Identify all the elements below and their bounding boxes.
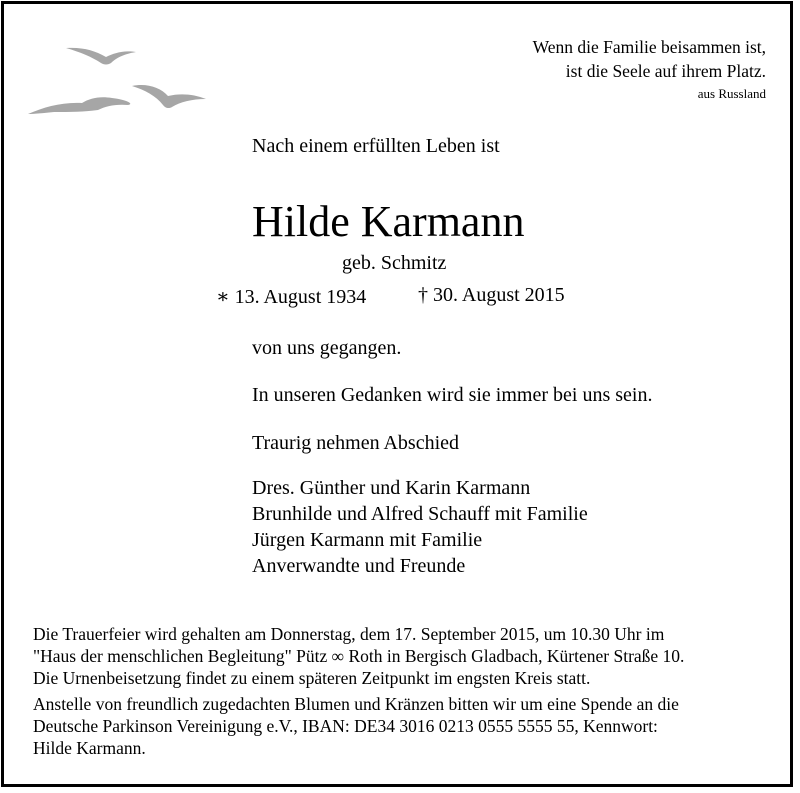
donation-line: Hilde Karmann. [33,738,146,758]
ceremony-line: Die Urnenbeisetzung findet zu einem späteren Zeitpunkt im engsten Kreis statt. [33,668,591,688]
death-date: † 30. August 2015 [418,284,565,306]
ceremony-line: "Haus der menschlichen Begleitung" Pütz ∞ Roth in Bergisch Gladbach, Kürtener Straße 10. [33,646,685,666]
donation-line: Deutsche Parkinson Vereinigung e.V., IBAN: DE34 3016 0213 0555 5555 55, Kennwort: [33,716,658,736]
passed-line: von uns gegangen. [252,337,402,359]
mourner-item: Anverwandte und Freunde [252,555,466,577]
maiden-name: geb. Schmitz [342,252,447,274]
farewell-line: Traurig nehmen Abschied [252,432,460,454]
mourner-item: Dres. Günther und Karin Karmann [252,477,531,499]
motto-line-1: Wenn die Familie beisammen ist, [532,37,766,57]
intro-line: Nach einem erfüllten Leben ist [252,135,500,157]
motto-line-2: ist die Seele auf ihrem Platz. [565,61,766,81]
ceremony-line: Die Trauerfeier wird gehalten am Donnerstag, dem 17. September 2015, um 10.30 Uhr im [33,624,665,644]
donation-line: Anstelle von freundlich zugedachten Blumen und Kränzen bitten wir um eine Spende an die [33,694,679,714]
birth-date: ∗ 13. August 1934 [216,286,367,308]
deceased-name: Hilde Karmann [252,197,525,246]
birds-icon [24,38,229,123]
mourner-item: Jürgen Karmann mit Familie [252,529,483,551]
mourner-item: Brunhilde und Alfred Schauff mit Familie [252,503,588,525]
thoughts-line: In unseren Gedanken wird sie immer bei uns sein. [252,384,653,406]
motto-source: aus Russland [697,86,766,101]
